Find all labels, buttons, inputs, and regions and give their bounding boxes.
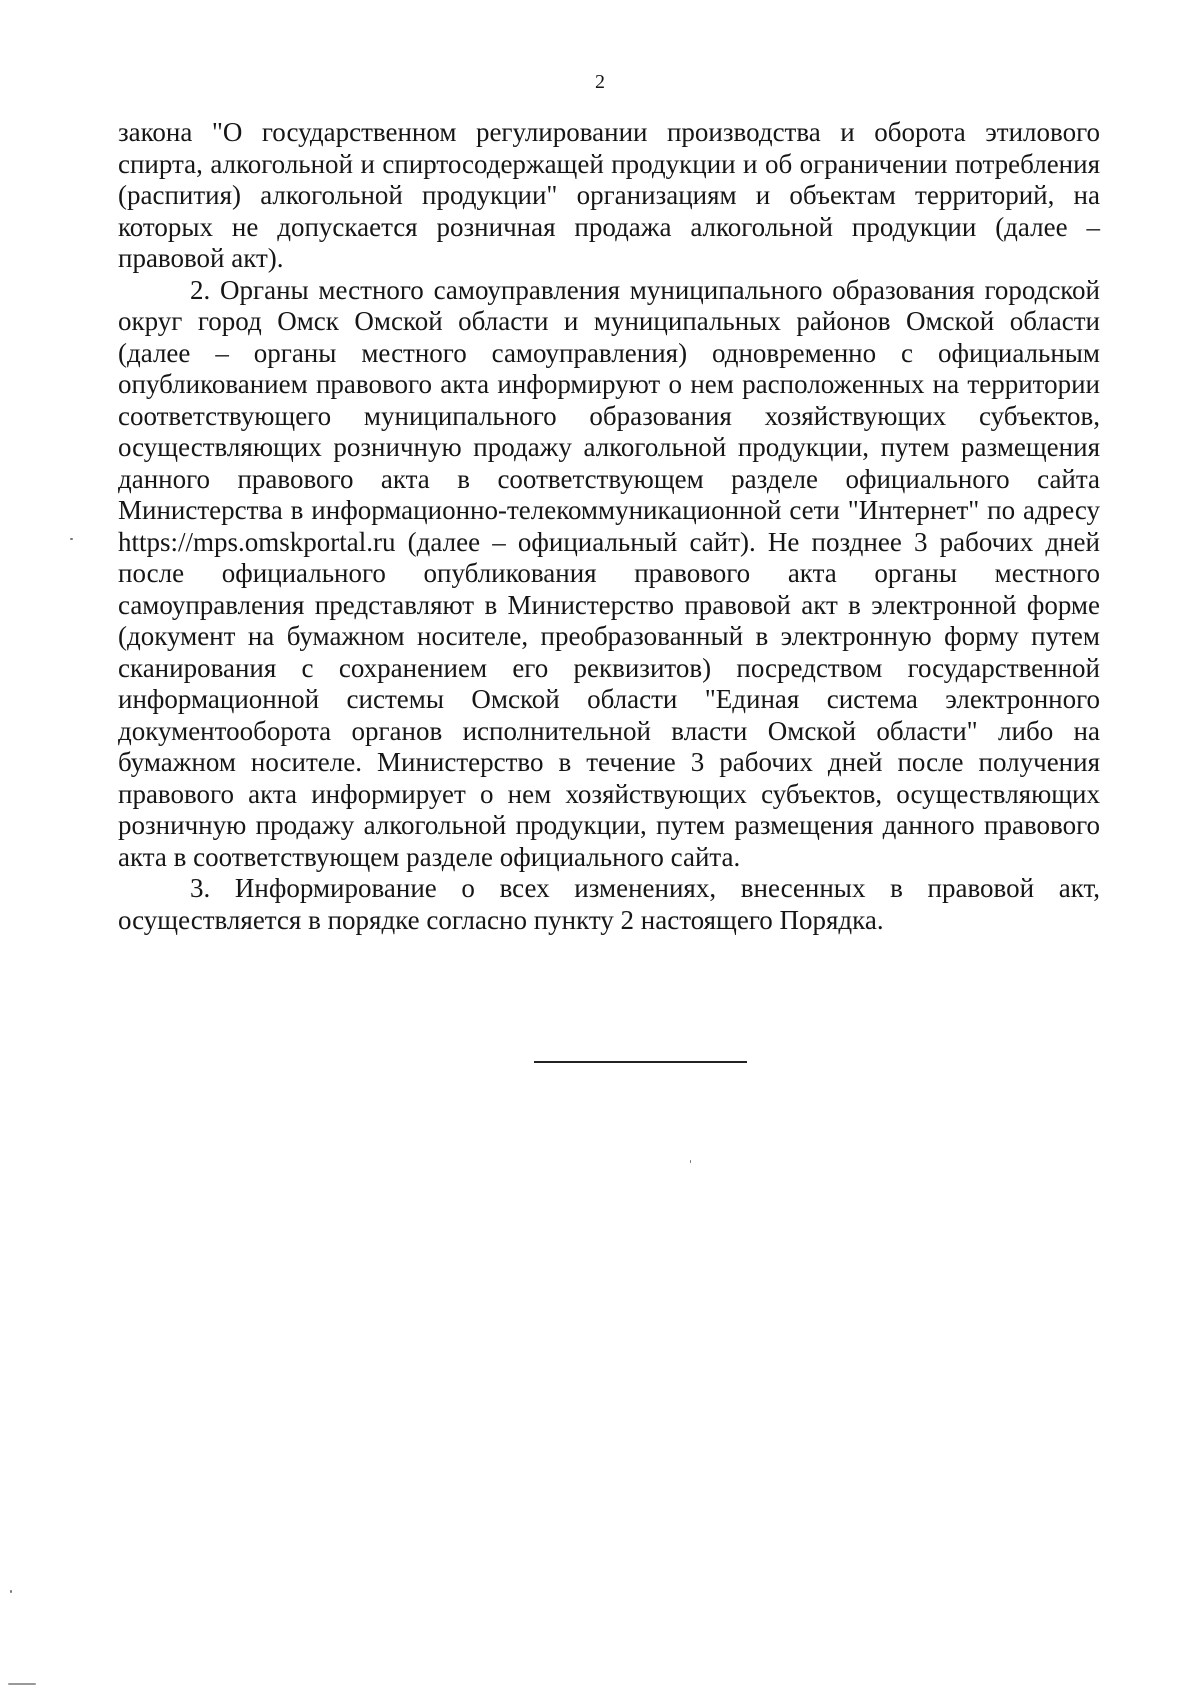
- document-body: [118, 117, 1100, 936]
- end-of-text-rule: [534, 1061, 747, 1063]
- paragraph-item-2: 2. Органы местного самоуправления муниципального образования городской округ город Омск Омской области и муниципальных районов Омской области (далее – органы местного самоуправления) одновременно с официальным опубликованием правового акта информируют о нем расположенных на территории соответствующего муниципального образования хозяйствующих субъектов, осуществляющих розничную продажу алкогольной продукции, путем размещения данного правового акта в соответствующем разделе официального сайта Министерства в информационно-телекоммуникационной сети "Интернет" по адресу https://mps.omskportal.ru (далее – официальный сайт). Не позднее 3 рабочих дней после официального опубликования правового акта органы местного самоуправления представляют в Министерство правовой акт в электронной форме (документ на бумажном носителе, преобразованный в электронную форму путем сканирования с сохранением его реквизитов) посредством государственной информационной системы Омской области "Единая система электронного документооборота органов исполнительной власти Омской области" либо на бумажном носителе. Министерство в течение 3 рабочих дней после получения правового акта информирует о нем хозяйствующих субъектов, осуществляющих розничную продажу алкогольной продукции, путем размещения данного правового акта в соответствующем разделе официального сайта.: [118, 274, 1100, 872]
- paragraph-continuation: закона "О государственном регулировании производства и оборота этилового спирта, алкогольной и спиртосодержащей продукции и об ограничении потребления (распития) алкогольной продукции" организациям и объектам территорий, на которых не допускается розничная продажа алкогольной продукции (далее – правовой акт).: [118, 117, 1100, 273]
- scan-speck: [8, 1683, 36, 1685]
- paragraph-item-3: 3. Информирование о всех изменениях, внесенных в правовой акт, осуществляется в порядке согласно пункту 2 настоящего Порядка.: [118, 873, 1100, 935]
- scan-speck: [690, 1160, 691, 1163]
- scan-speck: [10, 1590, 12, 1593]
- scan-speck: [70, 538, 73, 540]
- page-number: 2: [595, 71, 605, 93]
